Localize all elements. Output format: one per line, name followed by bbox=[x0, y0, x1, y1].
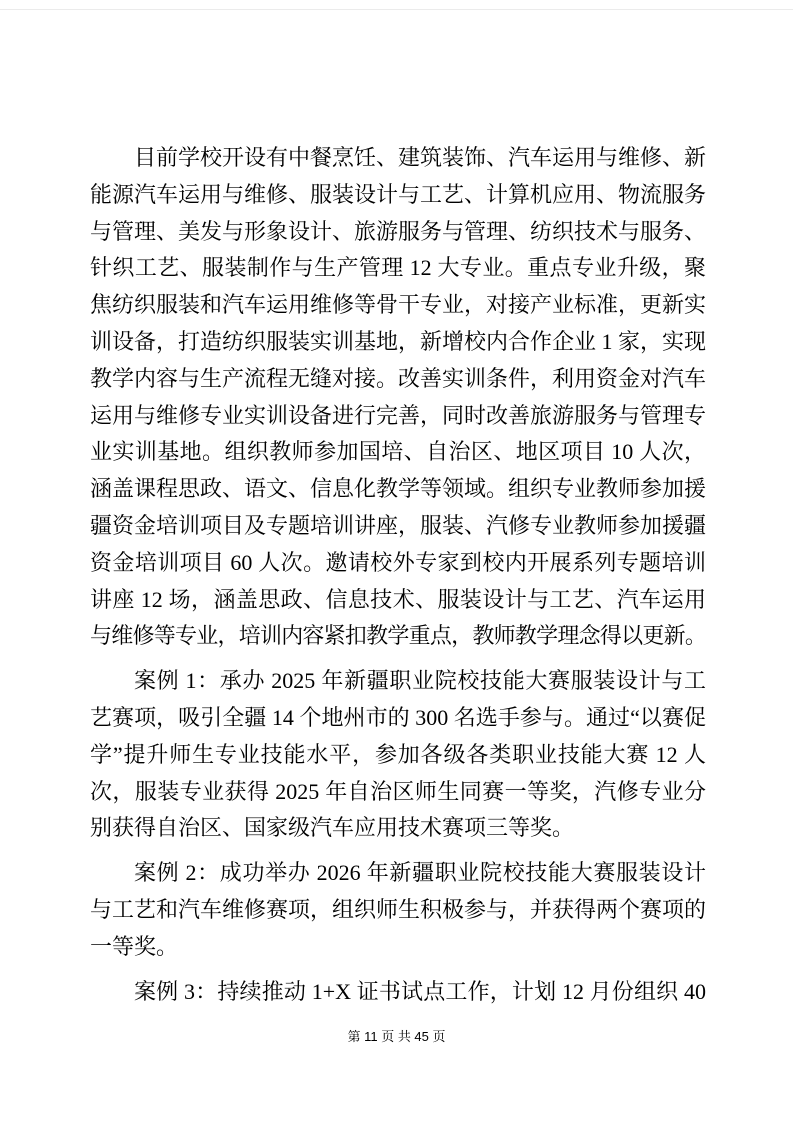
text-line: 与维修等专业，培训内容紧扣教学重点，教师教学理念得以更新。 bbox=[90, 623, 706, 649]
text-line: 学”提升师生专业技能水平，参加各级各类职业技能大赛 12 人 bbox=[90, 741, 706, 767]
text-line: 业实训基地。组织教师参加国培、自治区、地区项目 10 人次， bbox=[90, 439, 706, 465]
document-body bbox=[90, 140, 706, 1010]
text-line: 一等奖。 bbox=[90, 933, 179, 959]
text-line: 疆资金培训项目及专题培训讲座，服装、汽修专业教师参加援疆 bbox=[90, 512, 706, 538]
paragraph-case-1 bbox=[90, 663, 706, 847]
paragraph-case-2 bbox=[90, 855, 706, 965]
text-line: 与工艺和汽车维修赛项，组织师生积极参与，并获得两个赛项的 bbox=[90, 896, 706, 922]
text-line: 资金培训项目 60 人次。邀请校外专家到校内开展系列专题培训 bbox=[90, 549, 706, 575]
paragraph-overview bbox=[90, 140, 706, 655]
page-top-edge bbox=[0, 9, 793, 10]
text-line: 与管理、美发与形象设计、旅游服务与管理、纺织技术与服务、 bbox=[90, 218, 706, 244]
text-line: 目前学校开设有中餐烹饪、建筑装饰、汽车运用与维修、新 bbox=[134, 145, 706, 170]
text-line: 能源汽车运用与维修、服装设计与工艺、计算机应用、物流服务 bbox=[90, 181, 706, 207]
text-line: 涵盖课程思政、语文、信息化教学等领域。组织专业教师参加援 bbox=[90, 476, 706, 502]
text-line: 教学内容与生产流程无缝对接。改善实训条件，利用资金对汽车 bbox=[90, 365, 706, 391]
text-line: 案例 3：持续推动 1+X 证书试点工作，计划 12 月份组织 40 bbox=[134, 978, 706, 1004]
text-line: 案例 1：承办 2025 年新疆职业院校技能大赛服装设计与工 bbox=[134, 668, 706, 694]
text-line: 别获得自治区、国家级汽车应用技术赛项三等奖。 bbox=[90, 815, 575, 841]
text-line: 艺赛项，吸引全疆 14 个地州市的 300 名选手参与。通过“以赛促 bbox=[90, 704, 706, 730]
text-line: 次，服装专业获得 2025 年自治区师生同赛一等奖，汽修专业分 bbox=[90, 778, 706, 804]
page-footer: 第 11 页 共 45 页 bbox=[347, 1029, 446, 1044]
text-line: 讲座 12 场，涵盖思政、信息技术、服装设计与工艺、汽车运用 bbox=[90, 586, 706, 612]
text-line: 运用与维修专业实训设备进行完善，同时改善旅游服务与管理专 bbox=[90, 402, 706, 428]
text-line: 针织工艺、服装制作与生产管理 12 大专业。重点专业升级，聚 bbox=[90, 255, 706, 281]
paragraph-case-3 bbox=[90, 974, 706, 1011]
text-line: 焦纺织服装和汽车运用维修等骨干专业，对接产业标准，更新实 bbox=[90, 292, 706, 318]
text-line: 案例 2：成功举办 2026 年新疆职业院校技能大赛服装设计 bbox=[134, 860, 706, 886]
text-line: 训设备，打造纺织服装实训基地，新增校内合作企业 1 家，实现 bbox=[90, 328, 706, 354]
